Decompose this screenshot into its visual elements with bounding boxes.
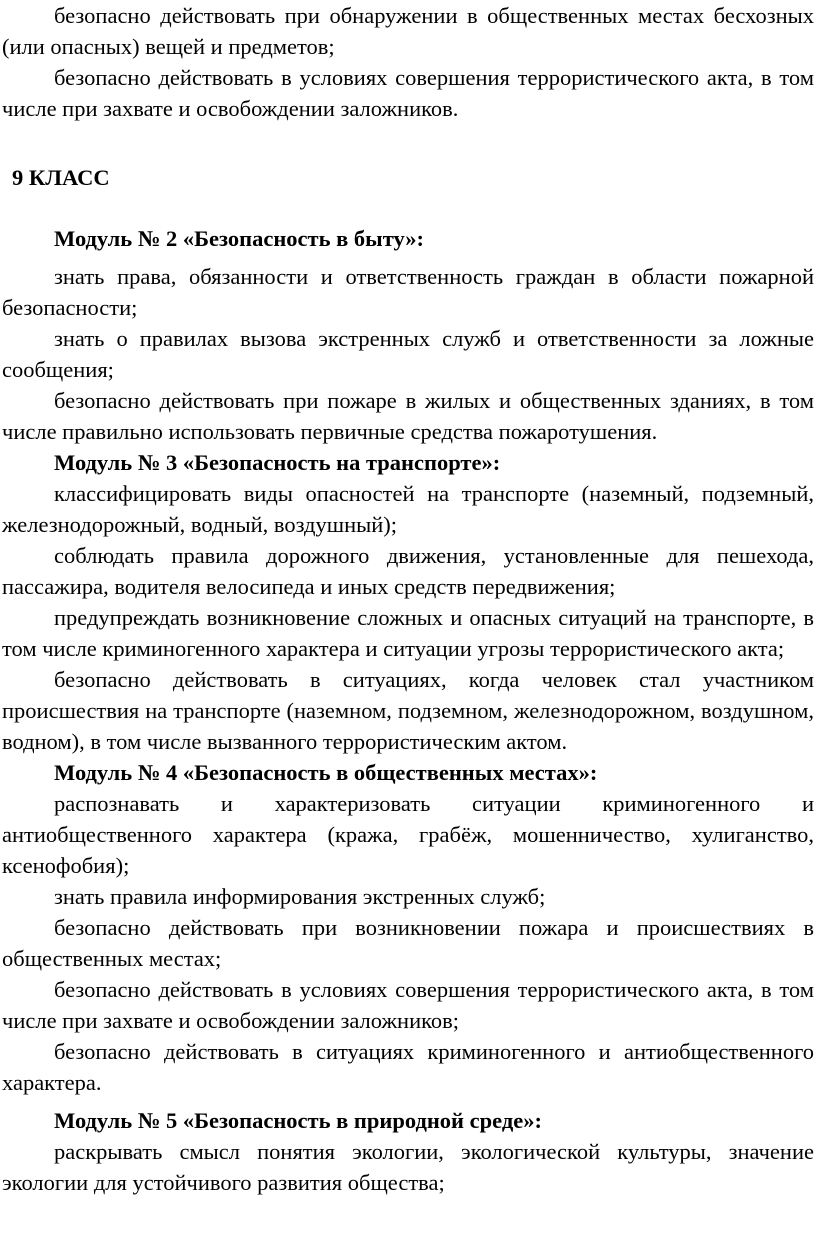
module-2-item-1: знать права, обязанности и ответственность граждан в области пожарной безопасности; [2, 264, 814, 320]
module-5-item-1: раскрывать смысл понятия экологии, экологической культуры, значение экологии для устойчивого развития общества; [2, 1139, 814, 1195]
spacer [2, 124, 814, 162]
intro-paragraph-1: безопасно действовать при обнаружении в общественных местах бесхозных (или опасных) вещей и предметов; [2, 3, 814, 59]
module-5-title: Модуль № 5 «Безопасность в природной среде»: [54, 1108, 542, 1133]
module-3-item-4: безопасно действовать в ситуациях, когда человек стал участником происшествия на транспорте (наземном, подземном, железнодорожном, воздушном, водном), в том числе вызванного террористическим актом. [2, 667, 814, 754]
module-3-item-3: предупреждать возникновение сложных и опасных ситуаций на транспорте, в том числе криминогенного характера и ситуации угрозы террористического акта; [2, 605, 814, 661]
module-4-title: Модуль № 4 «Безопасность в общественных местах»: [54, 760, 598, 785]
module-4-item-4: безопасно действовать в условиях совершения террористического акта, в том числе при захвате и освобождении заложников; [2, 977, 814, 1033]
module-4-item-3: безопасно действовать при возникновении пожара и происшествиях в общественных местах; [2, 915, 814, 971]
module-4-item-5: безопасно действовать в ситуациях криминогенного и антиобщественного характера. [2, 1039, 814, 1095]
spacer [2, 254, 814, 261]
module-4-item-2: знать правила информирования экстренных служб; [54, 884, 546, 909]
module-2 [2, 223, 814, 447]
class-heading: 9 КЛАСС [12, 165, 110, 190]
module-2-title: Модуль № 2 «Безопасность в быту»: [54, 226, 425, 251]
module-3-item-2: соблюдать правила дорожного движения, установленные для пешехода, пассажира, водителя велосипеда и иных средств передвижения; [2, 543, 814, 599]
module-3-title: Модуль № 3 «Безопасность на транспорте»: [54, 450, 501, 475]
module-2-item-3: безопасно действовать при пожаре в жилых и общественных зданиях, в том числе правильно использовать первичные средства пожаротушения. [2, 388, 814, 444]
module-5 [2, 1105, 814, 1198]
module-3-item-1: классифицировать виды опасностей на транспорте (наземный, подземный, железнодорожный, водный, воздушный); [2, 481, 814, 537]
module-4 [2, 757, 814, 1098]
spacer [2, 1098, 814, 1105]
module-4-item-1: распознавать и характеризовать ситуации криминогенного и антиобщественного характера (кража, грабёж, мошенничество, хулиганство, ксенофобия); [2, 791, 814, 878]
intro-paragraph-2: безопасно действовать в условиях совершения террористического акта, в том числе при захвате и освобождении заложников. [2, 65, 814, 121]
module-2-item-2: знать о правилах вызова экстренных служб и ответственности за ложные сообщения; [2, 326, 814, 382]
spacer [2, 193, 814, 223]
module-3 [2, 447, 814, 757]
